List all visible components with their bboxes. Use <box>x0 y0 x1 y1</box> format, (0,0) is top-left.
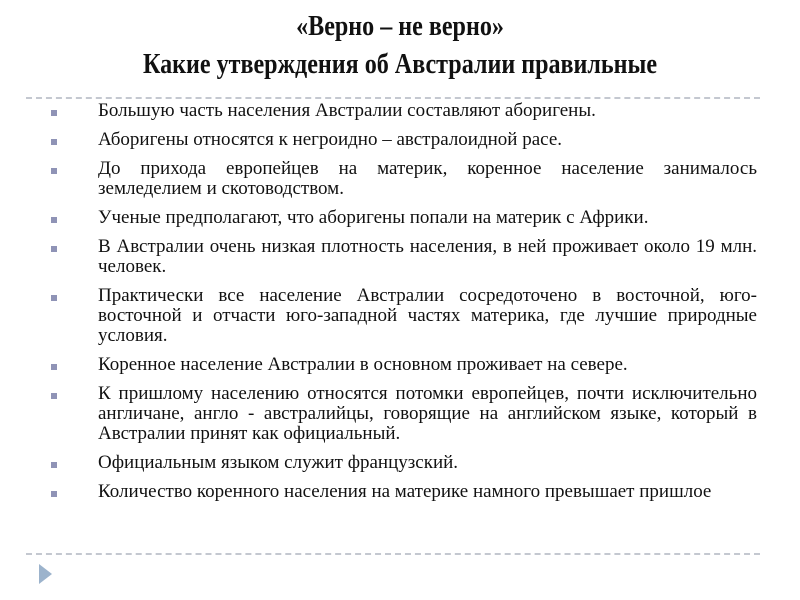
square-bullet-icon <box>51 139 57 145</box>
list-item <box>49 101 757 121</box>
statement-text: В Австралии очень низкая плотность населения, в ней проживает около 19 млн. человек. <box>98 236 757 277</box>
play-arrow-icon[interactable] <box>39 564 52 584</box>
statement-text: Большую часть населения Австралии составляют аборигены. <box>98 100 596 121</box>
bottom-divider <box>26 553 760 555</box>
list-item <box>49 384 757 444</box>
statement-text: Количество коренного населения на материке намного превышает пришлое <box>98 481 712 502</box>
statement-text: Аборигены относятся к негроидно – австралоидной расе. <box>98 129 562 150</box>
list-item <box>49 237 757 277</box>
list-item <box>49 482 757 502</box>
square-bullet-icon <box>51 393 57 399</box>
statement-text: Практически все население Австралии сосредоточено в восточной, юго-восточной и отчасти юго-западной частях материка, где лучшие природные условия. <box>98 285 757 346</box>
list-item <box>49 159 757 199</box>
square-bullet-icon <box>51 491 57 497</box>
square-bullet-icon <box>51 168 57 174</box>
title-line-1: «Верно – не верно» <box>296 11 504 42</box>
statement-text: Ученые предполагают, что аборигены попали на материк с Африки. <box>98 207 649 228</box>
slide-title <box>56 8 744 84</box>
list-item <box>49 453 757 473</box>
top-divider <box>26 97 760 99</box>
square-bullet-icon <box>51 462 57 468</box>
statement-text: Коренное население Австралии в основном проживает на севере. <box>98 354 628 375</box>
statement-text: До прихода европейцев на материк, коренное население занималось земледелием и скотоводством. <box>98 158 757 199</box>
square-bullet-icon <box>51 110 57 116</box>
square-bullet-icon <box>51 364 57 370</box>
statement-text: Официальным языком служит французский. <box>98 452 459 473</box>
list-item <box>49 355 757 375</box>
list-item <box>49 286 757 346</box>
square-bullet-icon <box>51 246 57 252</box>
list-item <box>49 208 757 228</box>
statements-list <box>49 101 757 511</box>
square-bullet-icon <box>51 217 57 223</box>
statement-text: К пришлому населению относятся потомки европейцев, почти исключительно англичане, англо - австралийцы, говорящие на английском языке, который в Австралии принят как официальный. <box>98 383 757 444</box>
title-line-2: Какие утверждения об Австралии правильные <box>142 49 658 80</box>
list-item <box>49 130 757 150</box>
square-bullet-icon <box>51 295 57 301</box>
